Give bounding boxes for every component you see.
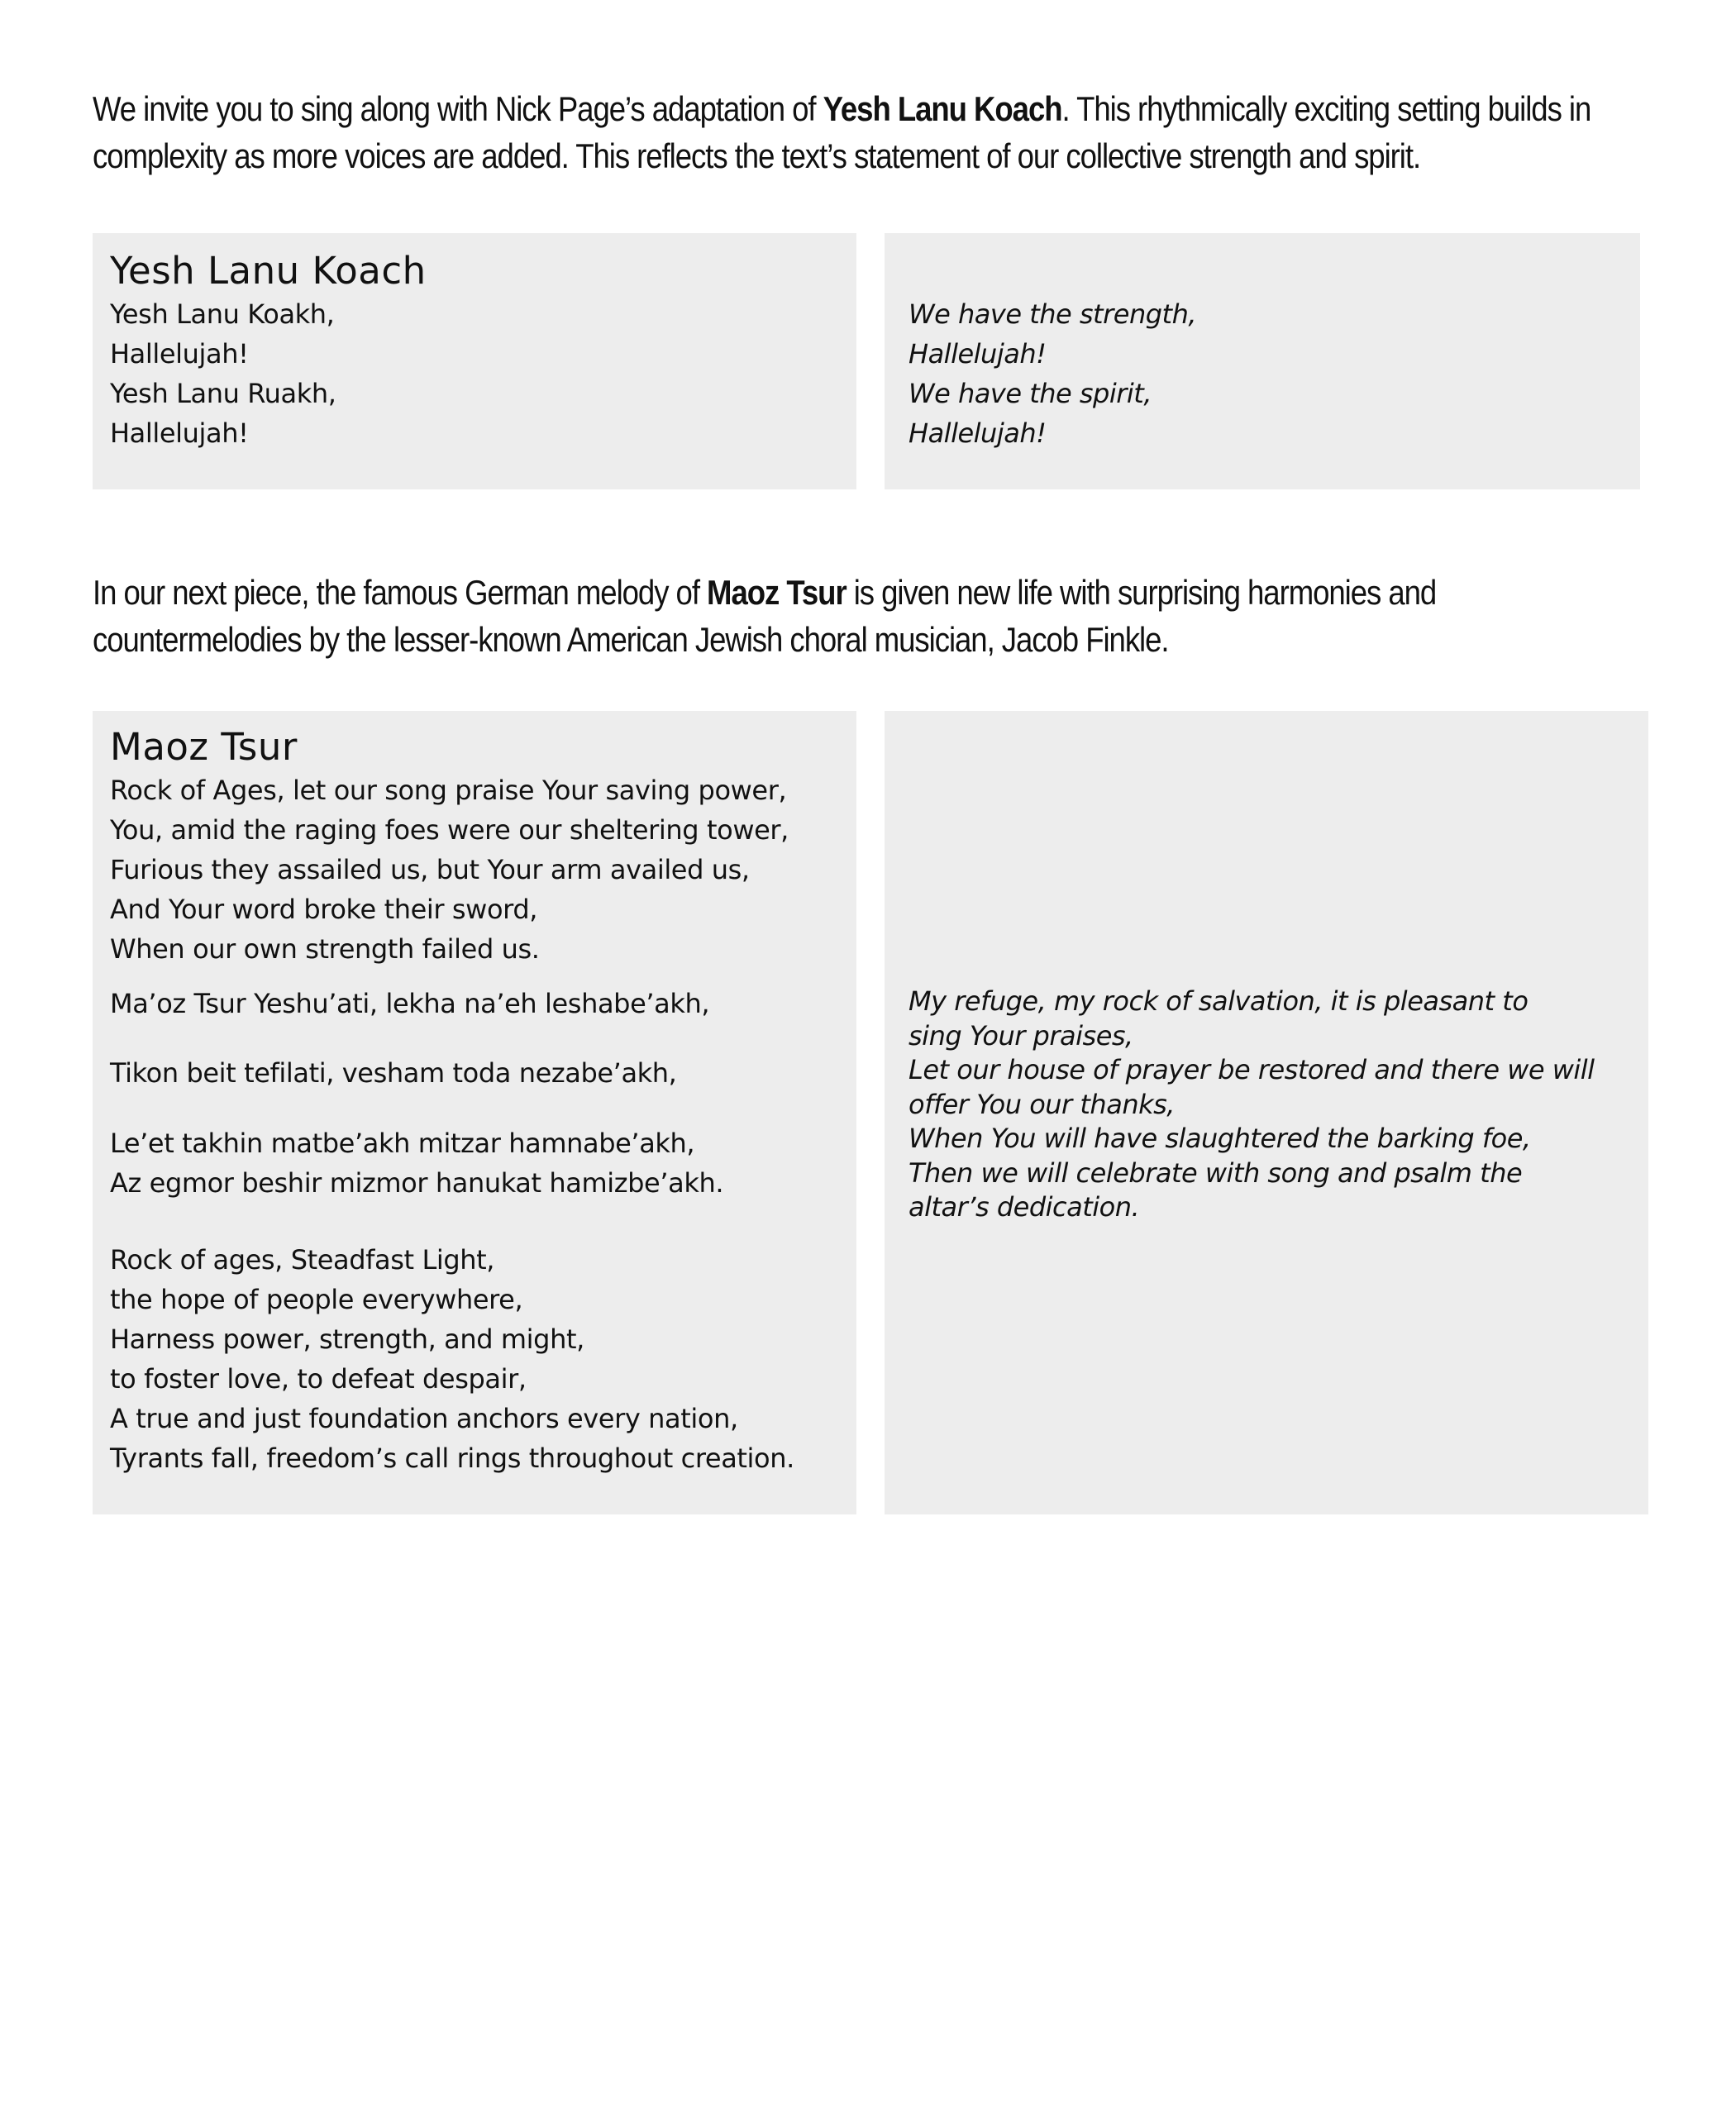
translation-line: offer You our thanks, [909, 1088, 1175, 1120]
transliteration-lines: Yesh Lanu Koakh, Hallelujah! Yesh Lanu Ruakh, Hallelujah! [110, 298, 336, 449]
intro-text: . This rhythmically exciting setting builds in complexity as more voices are added. This reflects the text’s statement of our collective strength and spirit. [93, 89, 1591, 175]
translation-line: My refuge, my rock of salvation, it is pleasant to [909, 985, 1529, 1017]
verse-transliteration: Le’et takhin matbe’akh mitzar hamnabe’akh, Az egmor beshir mizmor hanukat hamizbe’akh. [110, 1128, 724, 1199]
translation-line: When You will have slaughtered the barking foe, [909, 1123, 1531, 1154]
piece-title: Yesh Lanu Koach [110, 249, 427, 293]
yesh-translation-panel [885, 233, 1640, 489]
translation-line: sing Your praises, [909, 1019, 1133, 1052]
intro-piece-title: Maoz Tsur [707, 573, 847, 612]
translation-line: altar’s dedication. [909, 1191, 1140, 1223]
intro-text: We invite you to sing along with Nick Page’s adaptation of [93, 89, 823, 128]
translation-lines: We have the strength, Hallelujah! We have the spirit, Hallelujah! [909, 298, 1197, 449]
translation-line: Let our house of prayer be restored and there we will [909, 1054, 1595, 1085]
intro-text: In our next piece, the famous German melody of [93, 573, 708, 612]
yesh-lyrics-panel [93, 233, 856, 489]
intro-paragraph-yesh [93, 85, 1646, 179]
intro-piece-title: Yesh Lanu Koach [823, 89, 1062, 128]
verse-transliteration: Ma’oz Tsur Yeshu’ati, lekha na’eh leshabe’akh, [110, 988, 710, 1019]
intro-paragraph-maoz [93, 569, 1646, 663]
verse-transliteration: Tikon beit tefilati, vesham toda nezabe’akh, [110, 1057, 677, 1089]
piece-title: Maoz Tsur [110, 725, 298, 769]
verse-english: Rock of Ages, let our song praise Your saving power, You, amid the raging foes were our sheltering tower, Furious they assailed us, but Your arm availed us, And Your word broke their sword, When our own strength failed us. [110, 775, 789, 965]
maoz-translation-panel [885, 711, 1648, 1514]
intro-text: is given new life with surprising harmonies and countermelodies by the lesser-known American Jewish choral musician, Jacob Finkle. [93, 573, 1437, 659]
maoz-lyrics-panel [93, 711, 856, 1514]
translation-lines [909, 985, 1595, 1225]
verse-english: Rock of ages, Steadfast Light, the hope of people everywhere, Harness power, strength, and might, to foster love, to defeat despair, A true and just foundation anchors every nation, Tyrants fall, freedom’s call rings throughout creation. [110, 1244, 794, 1474]
translation-line: Then we will celebrate with song and psalm the [909, 1157, 1523, 1189]
